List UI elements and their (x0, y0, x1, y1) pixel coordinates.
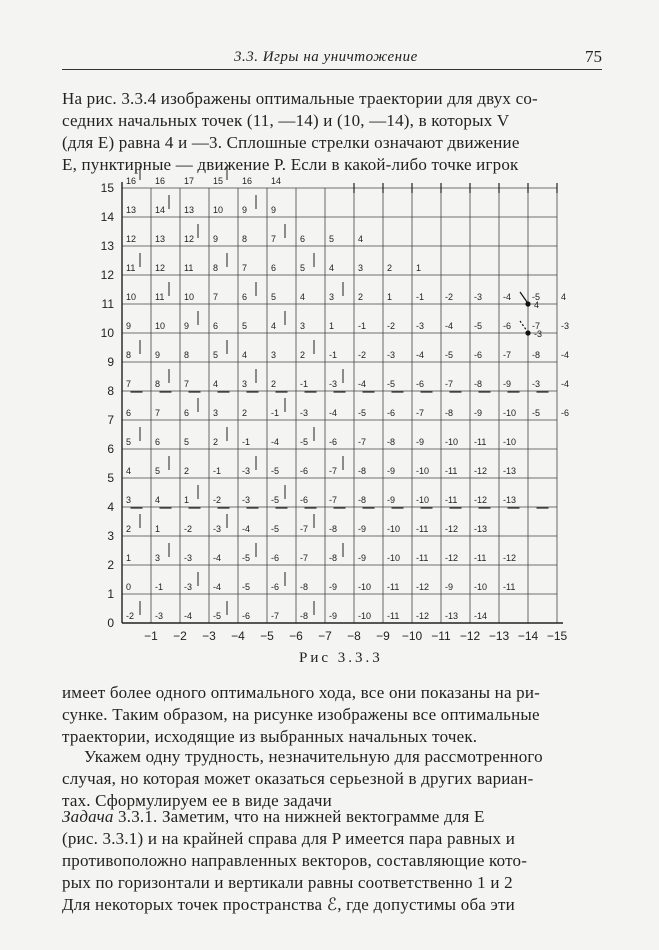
cell-value: -3 (561, 321, 570, 331)
cell-value: -2 (445, 292, 454, 302)
cell-value: 4 (300, 292, 306, 302)
text-line: (для E) равна 4 и —3. Сплошные стрелки означают движение (62, 133, 520, 152)
paragraph-problem (62, 806, 602, 916)
cell-value: -9 (503, 379, 512, 389)
cell-value: 14 (271, 176, 282, 186)
cell-value: -5 (300, 437, 309, 447)
cell-value: -12 (416, 582, 430, 592)
page-number: 75 (585, 47, 602, 66)
cell-value: -4 (416, 350, 425, 360)
x-tick-label: −13 (488, 629, 510, 643)
cell-value: -8 (329, 524, 338, 534)
cell-value: -7 (416, 408, 425, 418)
cell-value: -4 (184, 611, 193, 621)
cell-value: -5 (445, 350, 454, 360)
x-tick-label: −9 (376, 629, 390, 643)
cell-value: -9 (387, 495, 396, 505)
cell-value: 6 (184, 408, 190, 418)
cell-value: -3 (242, 466, 251, 476)
cell-value: 5 (329, 234, 335, 244)
cell-value: 9 (213, 234, 219, 244)
cell-value: 8 (213, 263, 219, 273)
cell-value: -6 (387, 408, 396, 418)
cell-value: 10 (155, 321, 166, 331)
cell-value: -1 (155, 582, 164, 592)
cell-value: -12 (445, 524, 459, 534)
cell-value: 2 (358, 292, 364, 302)
cell-value: -6 (503, 321, 512, 331)
paragraph-difficulty (62, 746, 602, 812)
cell-value: -6 (242, 611, 251, 621)
y-tick-label: 12 (100, 268, 114, 282)
cell-value: -4 (358, 379, 367, 389)
cell-value: -2 (184, 524, 193, 534)
text-line: седних начальных точек (11, —14) и (10, —14), в которых V (62, 111, 510, 130)
cell-value: -7 (532, 321, 541, 331)
cell-value: -3 (155, 611, 164, 621)
cell-value: -7 (445, 379, 454, 389)
cell-value: -9 (358, 524, 367, 534)
cell-value: 2 (213, 437, 219, 447)
cell-value: 6 (126, 408, 132, 418)
x-tick-label: −15 (546, 629, 568, 643)
cell-value: -6 (271, 553, 280, 563)
cell-value: 4 (155, 495, 161, 505)
cell-value: -3 (300, 408, 309, 418)
cell-value: -13 (503, 466, 517, 476)
cell-value: 6 (271, 263, 277, 273)
cell-value: 16 (242, 176, 253, 186)
cell-value: -6 (474, 350, 483, 360)
cell-value: -1 (358, 321, 367, 331)
cell-value: -10 (358, 611, 372, 621)
cell-value: -13 (503, 495, 517, 505)
cell-value: -5 (271, 495, 280, 505)
y-tick-label: 15 (100, 181, 114, 195)
cell-value: 16 (155, 176, 166, 186)
cell-value: 2 (271, 379, 277, 389)
cell-value: -5 (242, 582, 251, 592)
cell-value: -3 (387, 350, 396, 360)
cell-value: 4 (561, 292, 567, 302)
cell-value: 10 (184, 292, 195, 302)
x-tick-label: −14 (517, 629, 539, 643)
cell-value: -3 (474, 292, 483, 302)
cell-value: -6 (329, 437, 338, 447)
text-line: траектории, исходящие из выбранных начальных точек. (62, 727, 478, 746)
cell-value: -11 (416, 553, 429, 563)
cell-value: -1 (300, 379, 309, 389)
cell-value: 4 (242, 350, 248, 360)
cell-value: 12 (155, 263, 166, 273)
y-tick-label: 3 (107, 529, 114, 543)
cell-value: -6 (300, 466, 309, 476)
cell-value: -8 (300, 611, 309, 621)
cell-value: -4 (561, 379, 570, 389)
cell-value: 7 (271, 234, 277, 244)
cell-value: 1 (126, 553, 132, 563)
cell-value: -8 (474, 379, 483, 389)
cell-value: -6 (300, 495, 309, 505)
cell-value: -7 (329, 495, 338, 505)
cell-value: -1 (271, 408, 280, 418)
text-line: имеет более одного оптимального хода, все они показаны на ри- (62, 683, 541, 702)
cell-value: 7 (155, 408, 161, 418)
cell-value: 5 (213, 350, 219, 360)
x-tick-label: −3 (202, 629, 216, 643)
cell-value: -3 (242, 495, 251, 505)
cell-value: -8 (300, 582, 309, 592)
x-tick-label: −7 (318, 629, 332, 643)
cell-value: -2 (126, 611, 135, 621)
cell-value: -5 (213, 611, 222, 621)
cell-value: -4 (445, 321, 454, 331)
solid-arrow-label: 4 (534, 300, 540, 310)
cell-value: 8 (184, 350, 190, 360)
cell-value: -5 (474, 321, 483, 331)
cell-value: 4 (126, 466, 132, 476)
cell-value: -10 (503, 437, 517, 447)
cell-value: -12 (503, 553, 517, 563)
y-tick-label: 7 (107, 413, 114, 427)
cell-value: -8 (358, 466, 367, 476)
cell-value: -6 (271, 582, 280, 592)
cell-value: -9 (416, 437, 425, 447)
cell-value: -12 (416, 611, 430, 621)
cell-value: -3 (184, 553, 193, 563)
start-point-11 (525, 301, 530, 306)
cell-value: 13 (155, 234, 166, 244)
dashed-arrow-label: -3 (534, 329, 543, 339)
cell-value: -1 (242, 437, 251, 447)
cell-value: 2 (300, 350, 306, 360)
cell-value: -7 (271, 611, 280, 621)
cell-value: 8 (126, 350, 132, 360)
cell-value: -12 (445, 553, 459, 563)
cell-value: -11 (387, 582, 400, 592)
cell-value: 5 (300, 263, 306, 273)
paragraph-intro (62, 88, 602, 176)
y-tick-label: 4 (107, 500, 114, 514)
cell-value: 1 (155, 524, 161, 534)
text-line: E, пунктирные — движение P. Если в какой-либо точке игрок (62, 155, 519, 174)
x-tick-label: −5 (260, 629, 274, 643)
cell-value: 17 (184, 176, 195, 186)
cell-value: -10 (503, 408, 517, 418)
cell-value: 6 (242, 292, 248, 302)
cell-value: -8 (445, 408, 454, 418)
cell-value: -3 (184, 582, 193, 592)
cell-value: 14 (155, 205, 166, 215)
y-tick-label: 10 (100, 326, 114, 340)
cell-value: -8 (387, 437, 396, 447)
cell-value: -1 (416, 292, 425, 302)
cell-value: 5 (271, 292, 277, 302)
cell-value: -3 (329, 379, 338, 389)
cell-value: 2 (242, 408, 248, 418)
cell-value: -5 (358, 408, 367, 418)
text-line: Для некоторых точек пространства ℰ, где допустимы оба эти (62, 895, 515, 914)
cell-value: 3 (213, 408, 219, 418)
cell-value: 15 (213, 176, 224, 186)
figure-caption: Рис 3.3.3 (299, 650, 383, 666)
y-tick-label: 6 (107, 442, 114, 456)
cell-value: -6 (561, 408, 570, 418)
cell-value: 3 (242, 379, 248, 389)
cell-value: -6 (416, 379, 425, 389)
cell-value: -10 (387, 524, 401, 534)
text-line (62, 806, 602, 828)
cell-value: 3 (329, 292, 335, 302)
problem-text: 3.3.1. Заметим, что на нижней вектограмме для E (113, 807, 485, 826)
cell-value: -8 (532, 350, 541, 360)
cell-value: 4 (329, 263, 335, 273)
cell-value: -9 (445, 582, 454, 592)
y-tick-label: 8 (107, 384, 114, 398)
cell-value: -10 (416, 495, 430, 505)
cell-value: -11 (445, 495, 458, 505)
cell-value: -13 (445, 611, 459, 621)
paragraph-conclusion (62, 682, 602, 748)
cell-value: -9 (329, 582, 338, 592)
cell-value: -5 (271, 524, 280, 534)
cell-value: -11 (474, 437, 487, 447)
x-tick-label: −6 (289, 629, 303, 643)
cell-value: 5 (184, 437, 190, 447)
y-tick-label: 11 (101, 297, 114, 311)
cell-value: -4 (213, 582, 222, 592)
solid-arrow (520, 292, 527, 302)
cell-value: 1 (329, 321, 335, 331)
cell-value: 3 (155, 553, 161, 563)
cell-value: -4 (329, 408, 338, 418)
cell-value: -11 (445, 466, 458, 476)
text-line: сунке. Таким образом, на рисунке изображены все оптимальные (62, 705, 540, 724)
cell-value: 3 (126, 495, 132, 505)
cell-value: -1 (213, 466, 222, 476)
x-tick-label: −10 (401, 629, 423, 643)
cell-value: -2 (358, 350, 367, 360)
cell-value: -8 (329, 553, 338, 563)
text-line: Укажем одну трудность, незначительную для рассмотренного (84, 747, 543, 766)
cell-value: -2 (387, 321, 396, 331)
cell-value: 9 (155, 350, 161, 360)
cell-value: 9 (271, 205, 277, 215)
cell-value: -11 (503, 582, 516, 592)
cell-value: 3 (358, 263, 364, 273)
cell-value: -7 (300, 553, 309, 563)
x-tick-label: −1 (144, 629, 158, 643)
cell-value: 11 (126, 263, 136, 273)
cell-value: -7 (503, 350, 512, 360)
text-line: тах. Сформулируем ее в виде задачи (62, 791, 332, 810)
cell-value: 2 (387, 263, 393, 273)
cell-value: -3 (213, 524, 222, 534)
cell-value: 3 (300, 321, 306, 331)
cell-value: 1 (184, 495, 190, 505)
cell-value: -10 (358, 582, 372, 592)
cell-value: 4 (271, 321, 277, 331)
cell-value: 8 (242, 234, 248, 244)
cell-value: 7 (126, 379, 132, 389)
x-tick-label: −8 (347, 629, 361, 643)
x-tick-label: −12 (459, 629, 481, 643)
cell-value: -11 (416, 524, 429, 534)
cell-value: -10 (416, 466, 430, 476)
cell-value: -8 (358, 495, 367, 505)
cell-value: 1 (416, 263, 422, 273)
cell-value: -7 (329, 466, 338, 476)
cell-value: -7 (300, 524, 309, 534)
cell-value: -10 (387, 553, 401, 563)
y-tick-label: 2 (107, 558, 114, 572)
cell-value: 9 (242, 205, 248, 215)
y-tick-label: 13 (100, 239, 114, 253)
cell-value: 9 (126, 321, 132, 331)
cell-value: -9 (358, 553, 367, 563)
cell-value: -2 (213, 495, 222, 505)
cell-value: 8 (155, 379, 161, 389)
text-line: (рис. 3.3.1) и на крайней справа для P имеется пара равных и (62, 829, 515, 848)
cell-value: 11 (184, 263, 194, 273)
cell-value: -10 (474, 582, 488, 592)
text-line: противоположно направленных векторов, составляющие кото- (62, 851, 528, 870)
text-line: На рис. 3.3.4 изображены оптимальные траектории для двух со- (62, 89, 538, 108)
cell-value: -5 (532, 292, 541, 302)
cell-value: 5 (242, 321, 248, 331)
cell-value: -4 (271, 437, 280, 447)
cell-value: -13 (474, 524, 488, 534)
cell-value: -11 (387, 611, 400, 621)
cell-value: -5 (271, 466, 280, 476)
text-line: рых по горизонтали и вертикали равны соответственно 1 и 2 (62, 873, 513, 892)
cell-value: 16 (126, 176, 137, 186)
start-point-10 (525, 330, 530, 335)
cell-value: -3 (416, 321, 425, 331)
cell-value: -5 (242, 553, 251, 563)
cell-value: 7 (213, 292, 219, 302)
cell-value: 10 (126, 292, 137, 302)
cell-value: 5 (126, 437, 132, 447)
x-tick-label: −11 (431, 629, 451, 643)
cell-value: -4 (561, 350, 570, 360)
cell-value: -14 (474, 611, 488, 621)
cell-value: 10 (213, 205, 224, 215)
cell-value: -11 (474, 553, 487, 563)
cell-value: -1 (329, 350, 338, 360)
cell-value: -4 (503, 292, 512, 302)
cell-value: 6 (300, 234, 306, 244)
trajectory-grid-figure (100, 176, 570, 648)
cell-value: -4 (242, 524, 251, 534)
cell-value: -3 (532, 379, 541, 389)
cell-value: 4 (213, 379, 219, 389)
cell-value: 3 (271, 350, 277, 360)
y-tick-label: 5 (107, 471, 114, 485)
cell-value: 2 (126, 524, 132, 534)
x-tick-label: −2 (173, 629, 187, 643)
dashed-arrow (520, 321, 527, 331)
y-tick-label: 0 (107, 616, 114, 630)
cell-value: 5 (155, 466, 161, 476)
cell-value: 13 (184, 205, 195, 215)
cell-value: -4 (213, 553, 222, 563)
x-tick-label: −4 (231, 629, 245, 643)
cell-value: 0 (126, 582, 132, 592)
cell-value: -12 (474, 466, 488, 476)
cell-value: 7 (184, 379, 190, 389)
y-tick-label: 14 (100, 210, 114, 224)
problem-label: Задача (62, 807, 114, 826)
cell-value: -10 (445, 437, 459, 447)
cell-value: 7 (242, 263, 248, 273)
cell-value: 6 (155, 437, 161, 447)
cell-value: 4 (358, 234, 364, 244)
text-line: случая, но которая может оказаться серьезной в других вариан- (62, 769, 534, 788)
cell-value: 12 (184, 234, 195, 244)
cell-value: -9 (329, 611, 338, 621)
y-tick-label: 9 (107, 355, 114, 369)
cell-value: 9 (184, 321, 190, 331)
cell-value: 6 (213, 321, 219, 331)
cell-value: -9 (474, 408, 483, 418)
cell-value: -9 (387, 466, 396, 476)
cell-value: 1 (387, 292, 393, 302)
cell-value: 2 (184, 466, 190, 476)
cell-value: 12 (126, 234, 137, 244)
cell-value: -7 (358, 437, 367, 447)
cell-value: 11 (155, 292, 165, 302)
y-tick-label: 1 (107, 587, 114, 601)
cell-value: 13 (126, 205, 137, 215)
cell-value: -12 (474, 495, 488, 505)
cell-value: -5 (532, 408, 541, 418)
section-title: 3.3. Игры на уничтожение (234, 49, 418, 65)
cell-value: -5 (387, 379, 396, 389)
running-header (62, 47, 602, 70)
